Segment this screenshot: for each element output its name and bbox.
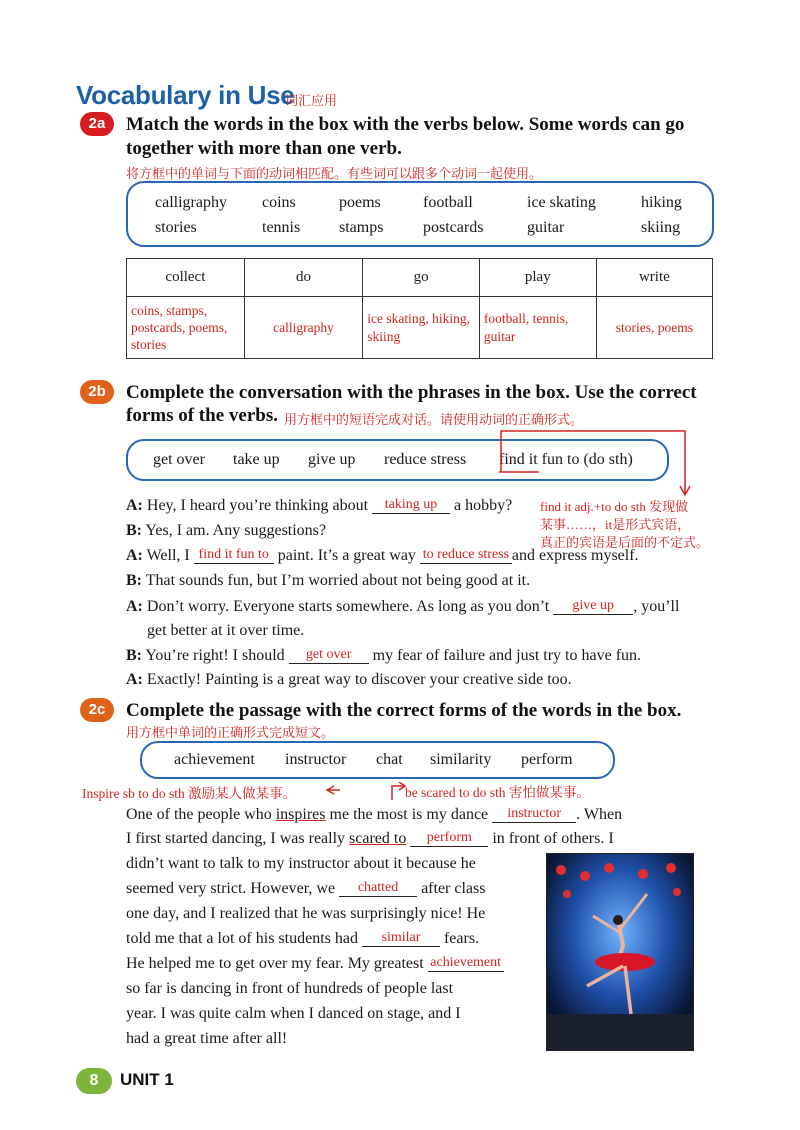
answer-blank: get over	[289, 647, 369, 664]
answer-blank: to reduce stress	[420, 547, 512, 564]
word-box-item: achievement	[174, 751, 255, 768]
table-header: collect	[127, 259, 245, 297]
ex2b-instruction-2: forms of the verbs.	[126, 405, 278, 426]
table-header: go	[363, 259, 480, 297]
answer-blank: perform	[410, 830, 488, 847]
passage-line: had a great time after all!	[126, 1030, 288, 1047]
table-answer: stories, poems	[596, 297, 712, 359]
answer-blank: taking up	[372, 497, 450, 514]
answer-blank: similar	[362, 930, 440, 947]
note-inspire: Inspire sb to do sth 激励某人做某事。	[82, 786, 297, 801]
word-box-item: stamps	[339, 219, 384, 236]
ballet-dancer-photo	[546, 853, 694, 1051]
note-find-it-1: find it adj.+to do sth 发现做	[540, 499, 689, 514]
ex2c-instruction-zh: 用方框中单词的正确形式完成短文。	[126, 726, 335, 741]
annotation-bracket	[495, 428, 700, 498]
word-box-item: ice skating	[527, 194, 596, 211]
ex2a-instruction-2: together with more than one verb.	[126, 138, 402, 159]
dialogue-line: A: Hey, I heard you’re thinking about taking up a hobby?	[126, 497, 513, 514]
word-box-item: coins	[262, 194, 296, 211]
note-find-it-3: 真正的宾语是后面的不定式。	[540, 535, 710, 550]
note-find-it-2: 某事……，it是形式宾语，	[540, 517, 691, 532]
dialogue-line-cont: get better at it over time.	[147, 622, 305, 639]
word-box-item: perform	[521, 751, 573, 768]
phrase-box-item: get over	[153, 451, 205, 468]
dialogue-line: B: That sounds fun, but I’m worried about not being good at it.	[126, 572, 531, 589]
phrase-box-item: give up	[308, 451, 356, 468]
passage-line: so far is dancing in front of hundreds of people last	[126, 980, 454, 997]
dialogue-line: A: Well, I find it fun to paint. It’s a great way to reduce stress and express myself.	[126, 547, 639, 564]
dialogue-line: A: Don’t worry. Everyone starts somewhere. As long as you don’t give up , you’ll	[126, 598, 680, 615]
word-box-item: football	[423, 194, 473, 211]
table-answer: coins, stamps, postcards, poems, stories	[127, 297, 245, 359]
word-box-item: chat	[376, 751, 403, 768]
exercise-badge-2a: 2a	[80, 112, 114, 136]
unit-label: UNIT 1	[120, 1070, 174, 1089]
table-answer: ice skating, hiking, skiing	[363, 297, 480, 359]
exercise-badge-2b: 2b	[80, 380, 114, 404]
passage-line: didn’t want to talk to my instructor about it because he	[126, 855, 476, 872]
phrase-box-item: take up	[233, 451, 280, 468]
word-box-item: postcards	[423, 219, 484, 236]
word-box-item: poems	[339, 194, 381, 211]
word-box-item: instructor	[285, 751, 347, 768]
word-box-item: guitar	[527, 219, 565, 236]
word-box-item: hiking	[641, 194, 682, 211]
note-scared: be scared to do sth 害怕做某事。	[405, 785, 590, 800]
verb-match-table	[126, 258, 713, 359]
ex2a-instruction-zh: 将方框中的单词与下面的动词相匹配。有些词可以跟多个动词一起使用。	[126, 167, 543, 182]
table-answer: calligraphy	[244, 297, 362, 359]
table-header: play	[479, 259, 596, 297]
passage-line: He helped me to get over my fear. My greatest achievement	[126, 951, 504, 976]
answer-blank: achievement	[428, 955, 504, 972]
table-answer: football, tennis, guitar	[479, 297, 596, 359]
answer-blank: give up	[553, 598, 633, 615]
page-number: 8	[76, 1068, 112, 1094]
dialogue-line: B: You’re right! I should get over my fear of failure and just try to have fun.	[126, 647, 642, 664]
answer-blank: find it fun to	[194, 547, 274, 564]
table-header: write	[596, 259, 712, 297]
underlined-word: scared to	[349, 830, 407, 847]
word-box-item: similarity	[430, 751, 492, 768]
passage-line: One of the people who inspires me the most is my dance instructor . When	[126, 806, 623, 823]
answer-blank: instructor	[492, 806, 576, 823]
passage-line: I first started dancing, I was really scared to perform in front of others. I	[126, 830, 614, 847]
ex2b-instruction-1: Complete the conversation with the phrases in the box. Use the correct	[126, 382, 697, 403]
word-box-item: tennis	[262, 219, 301, 236]
dialogue-line: A: Exactly! Painting is a great way to discover your creative side too.	[126, 671, 572, 688]
table-header: do	[244, 259, 362, 297]
word-box-item: calligraphy	[155, 194, 227, 211]
word-box-item: stories	[155, 219, 197, 236]
passage-line: year. I was quite calm when I danced on stage, and I	[126, 1005, 461, 1022]
ex2a-instruction-1: Match the words in the box with the verbs below. Some words can go	[126, 114, 685, 135]
word-box-item: skiing	[641, 219, 681, 236]
ex2c-instruction-1: Complete the passage with the correct forms of the words in the box.	[126, 700, 682, 721]
exercise-badge-2c: 2c	[80, 698, 114, 722]
passage-line: one day, and I realized that he was surprisingly nice! He	[126, 905, 486, 922]
section-title: Vocabulary in Use	[76, 80, 295, 110]
annotation-arrows	[310, 782, 410, 802]
ex2b-instruction-zh: 用方框中的短语完成对话。请使用动词的正确形式。	[284, 413, 584, 428]
phrase-box-item: find it fun to (do sth)	[499, 451, 633, 468]
dialogue-line: B: Yes, I am. Any suggestions?	[126, 522, 327, 539]
phrase-box-item: reduce stress	[384, 451, 467, 468]
answer-blank: chatted	[339, 880, 417, 897]
section-title-zh: 词汇应用	[285, 94, 338, 109]
underlined-word: inspires	[275, 806, 326, 823]
passage-line: told me that a lot of his students had similar fears.	[126, 930, 480, 947]
passage-line: seemed very strict. However, we chatted after class	[126, 880, 486, 897]
ex2a-word-box	[126, 181, 714, 247]
